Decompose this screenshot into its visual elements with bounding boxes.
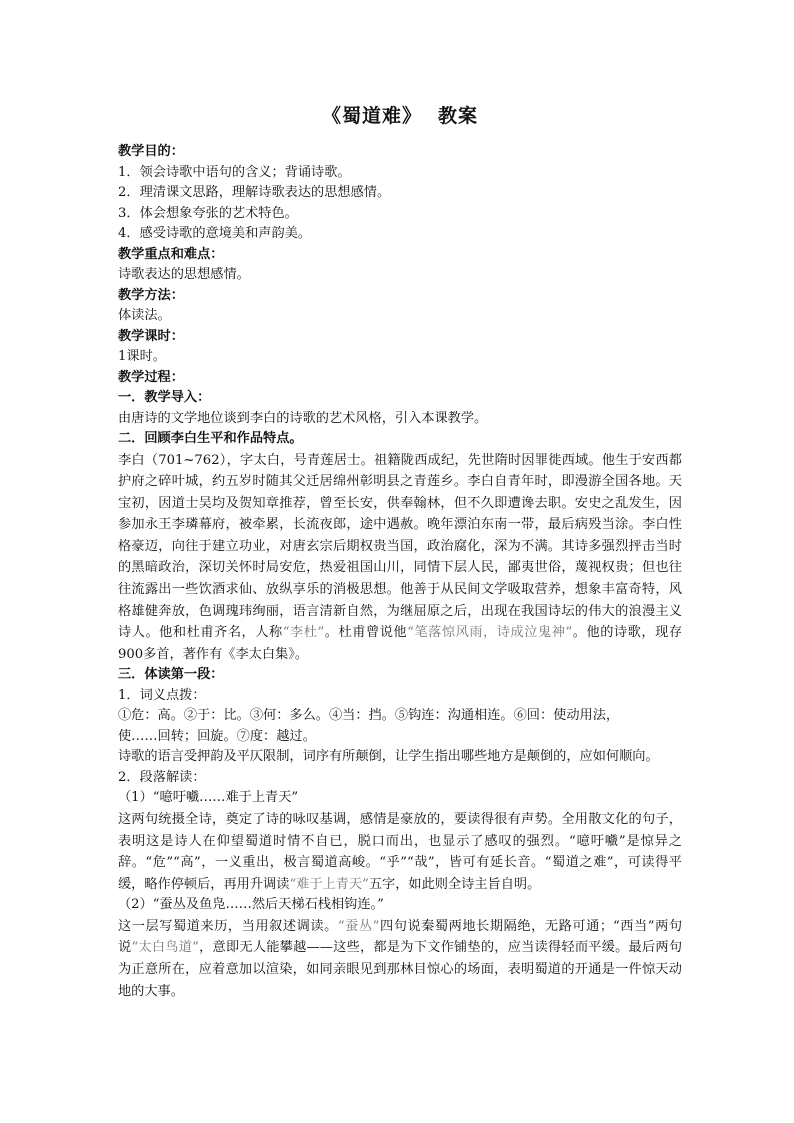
keypoints-text: 诗歌表达的思想感情。 [118,267,250,282]
document-page [118,103,682,1002]
biography-paragraph [118,450,682,666]
quote-tai-bai: “太白鸟道” [131,940,199,956]
hours-heading: 教学课时： [118,328,184,344]
vocab-line: 使……回转；回旋。⑦度：越过。 [118,728,316,744]
section-1-heading: 一．教学导入： [118,390,211,405]
word-order-note: 诗歌的语言受押韵及平仄限制，词序有所颠倒，让学生指出哪些地方是颠倒的，应如何顺向。 [118,749,659,765]
biography-text-a: 李白（701~762），字太白，号青莲居士。祖籍陇西成纪，先世隋时因罪徙西域。他生于安西都护府之碎叶城，约五岁时随其父迁居绵州彰明县之青莲乡。李白自青年时，即漫游全国各地。天宝初，因道士吴均及贺知章推荐，曾至长安，供奉翰林，但不久即遭谗去职。安史之乱发生，因参加永王李璘幕府，被牵累，长流夜郎，途中遇赦。晚年漂泊东南一带，最后病殁当涂。李白性格豪迈，向往于建立功业，对唐玄宗后期权贵当国，政治腐化，深为不满。其诗多强烈抨击当时的黑暗政治，深切关怀时局安危，热爱祖国山川，同情下层人民，鄙夷世俗，蔑视权贵；但也往往流露出一些饮酒求仙、放纵享乐的消极思想。他善于从民间文学吸取营养，想象丰富奇特，风格雄健奔放，色调瑰玮绚丽，语言清新自然，为继屈原之后，出现在我国诗坛的伟大的浪漫主义诗人。他和杜甫齐名，人称 [118,452,682,641]
title-suffix: 教案 [438,105,479,127]
quote-nan-yu: “难于上青天” [289,876,369,892]
biography-text-c: 。他的诗歌，现存900多首，著作有《李太白集》。 [118,625,683,662]
reading-paragraph-2 [118,916,682,1002]
quote-li-du: “李杜” [282,625,325,641]
reading-paragraph-1 [118,809,682,895]
goal-item: 1．领会诗歌中语句的含义；背诵诗歌。 [118,164,351,180]
goals-heading: 教学目的： [118,144,184,159]
goal-item: 2．理清课文思路，理解诗歌表达的思想感情。 [118,185,391,200]
section-3-heading: 三．体读第一段： [118,667,224,683]
reading-heading: 2．段落解读： [118,769,206,785]
process-heading: 教学过程： [118,369,184,385]
quote-can-cong: “蚕丛” [337,918,380,934]
reading-2-text-b: 四句说秦蜀两地长期隔绝，无路可通； [379,918,614,934]
document-title [118,103,682,129]
goal-item: 4．感受诗歌的意境美和声韵美。 [118,226,312,241]
reading-2-text-d: ，意即无人能攀越——这些，都是为下文作铺垫的，应当读得轻而平缓。最后两句为正意所在，应着意加以渲染，如同亲眼见到那林目惊心的场面，表明蜀道的开通是一件惊天动地的大事。 [118,940,683,999]
reading-1-text-b: 五字，如此则全诗主旨自明。 [368,876,541,892]
reading-quote-1: （1）“噫吁嚱……难于上青天” [118,790,299,806]
reading-2-text-c: 两句说 [118,918,683,956]
method-heading: 教学方法： [118,287,184,303]
title-main: 《蜀道难》 [321,105,422,127]
keypoints-heading: 教学重点和难点： [118,246,224,262]
hours-text: 1课时。 [118,349,166,364]
method-text: 体读法。 [118,308,171,323]
reading-1-text-a: 这两句统摄全诗，奠定了诗的咏叹基调，感情是豪放的，要读得很有声势。全用散文化的句子，表明这是诗人在仰望蜀道时情不自已，脱口而出，也显示了感叹的强烈。“噫吁嚱”是惊异之辞。“危”“高”，一义重出，极言蜀道高峻。“乎”“哉”，皆可有延长音。“蜀道之难”，可读得平缓，略作停顿后，再用升调读 [118,811,682,892]
section-2-heading: 二．回顾李白生平和作品特点。 [118,431,303,446]
quote-xi-dang: “西当” [613,918,655,934]
vocab-heading: 1．词义点拨： [118,687,206,703]
biography-text-b: 。杜甫曾说他 [324,625,408,641]
reading-quote-2: （2）“蚕丛及鱼凫……然后天梯石栈相钩连。” [118,897,384,913]
reading-2-text-a: 这一层写蜀道来历，当用叙述调读。 [118,918,338,934]
vocab-line: ①危：高。②于：比。③何：多么。④当：挡。⑤钩连：沟通相连。⑥回：使动用法， [118,708,620,724]
section-1-text: 由唐诗的文学地位谈到李白的诗歌的艺术风格，引入本课教学。 [118,410,488,426]
goal-item: 3．体会想象夸张的艺术特色。 [118,205,298,221]
quote-bi-luo: “笔落惊风雨，诗成泣鬼神” [407,625,573,641]
